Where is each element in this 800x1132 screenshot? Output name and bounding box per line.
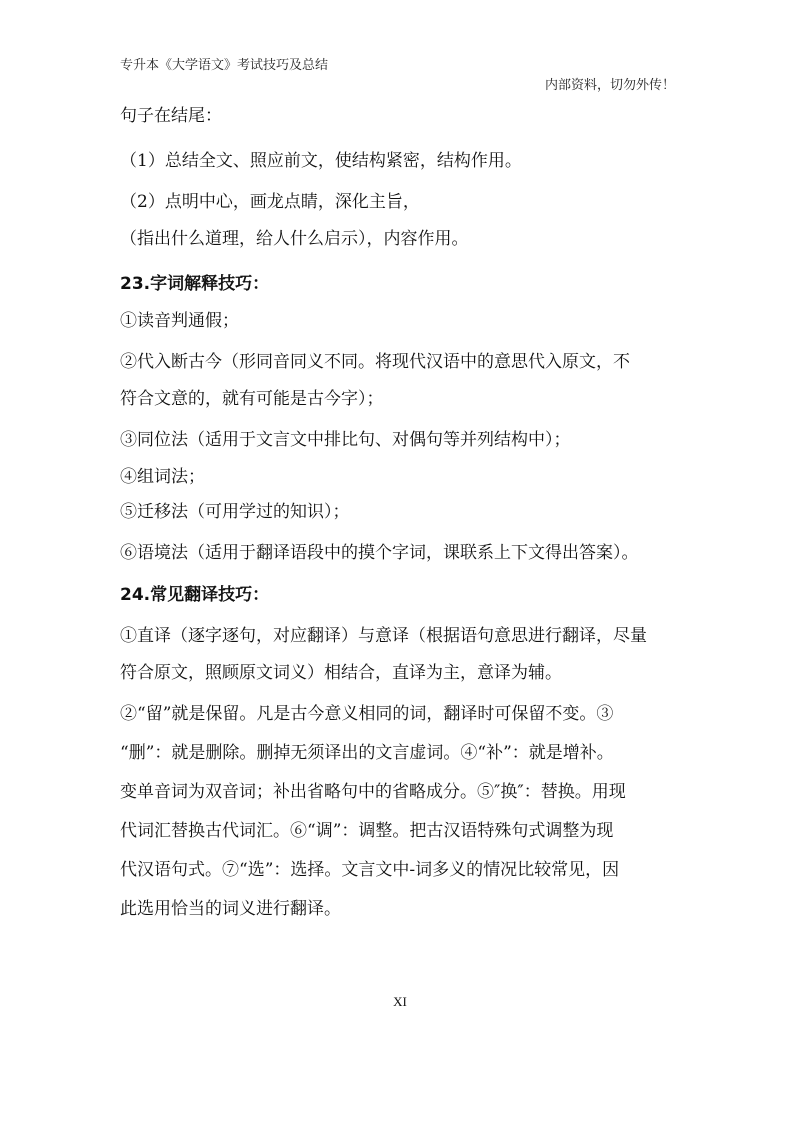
paragraph-line: 符合原文，照顾原文词义）相结合，直译为主，意译为辅。: [120, 663, 562, 683]
section-heading-24: 24.常见翻译技巧：: [120, 585, 270, 605]
page-number: XI: [393, 994, 407, 1009]
paragraph-line: 此选用恰当的词义进行翻译。: [120, 899, 341, 919]
paragraph-line: 代词汇替换古代词汇。⑥“调”：调整。把古汉语特殊句式调整为现: [120, 821, 614, 841]
paragraph-line: ②“留”就是保留。凡是古今意义相同的词，翻译时可保留不变。③: [120, 704, 614, 724]
list-item: ③同位法（适用于文言文中排比句、对偶句等并列结构中）；: [120, 430, 571, 450]
paragraph-line: “删”：就是删除。删掉无须译出的文言虚词。④“补”：就是增补。: [120, 743, 614, 763]
paragraph-line: 变单音词为双音词；补出省略句中的省略成分。⑤″换″：替换。用现: [120, 782, 626, 802]
section-heading-23: 23.字词解释技巧：: [120, 274, 270, 294]
paragraph-line: ①直译（逐字逐句，对应翻译）与意译（根据语句意思进行翻译，尽量: [120, 626, 647, 646]
list-item: ①读音判通假；: [120, 311, 239, 331]
list-item: ④组词法；: [120, 467, 205, 487]
paragraph-line: （指出什么道理，给人什么启示），内容作用。: [120, 229, 469, 249]
paragraph-line: （2）点明中心，画龙点睛，深化主旨，: [120, 192, 420, 212]
paragraph-line: 句子在结尾：: [120, 106, 222, 126]
document-header-title: 专升本《大学语文》考试技巧及总结: [120, 58, 329, 73]
list-item-continuation: 符合文意的，就有可能是古今字）；: [120, 389, 384, 409]
paragraph-line: 代汉语句式。⑦“选”：选择。文言文中-词多义的情况比较常见，因: [120, 860, 620, 880]
paragraph-line: （1）总结全文、照应前文，使结构紧密，结构作用。: [120, 151, 522, 171]
confidential-notice: 内部资料，切勿外传！: [544, 78, 675, 93]
list-item: ⑥语境法（适用于翻译语段中的摸个字词，课联系上下文得出答案）。: [120, 543, 639, 563]
list-item: ②代入断古今（形同音同义不同。将现代汉语中的意思代入原文，不: [120, 352, 630, 372]
list-item: ⑤迁移法（可用学过的知识）；: [120, 502, 350, 522]
